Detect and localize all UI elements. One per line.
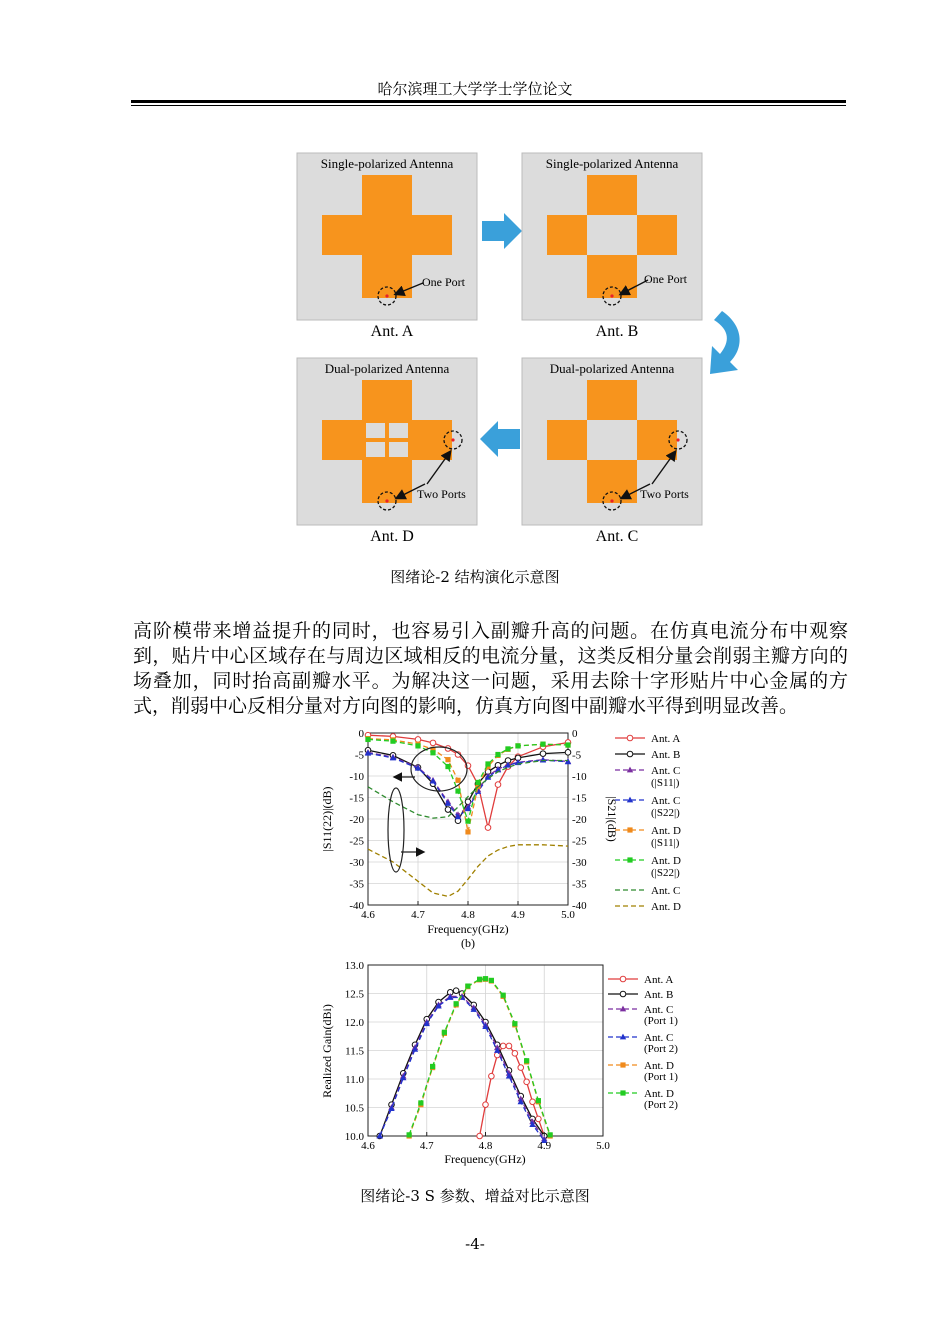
y-axis-label: Realized Gain(dBi) xyxy=(320,1004,334,1098)
legend-label: Ant. D xyxy=(651,901,681,913)
curved-arrow-icon xyxy=(710,311,740,374)
data-point xyxy=(548,1132,553,1137)
panel-ant-b xyxy=(522,153,702,340)
legend-sublabel: (Port 1) xyxy=(644,1015,678,1027)
data-point xyxy=(489,1073,495,1079)
body-paragraph: 高阶模带来增益提升的同时，也容易引入副瓣升高的问题。在仿真电流分布中观察到，贴片中心区域存在与周边区域相反的电流分量，这类反相分量会削弱主瓣方向的场叠加，同时抬高副瓣水平。为解决这一问题，采用去除十字形贴片中心金属的方式，削弱中心反相分量对方向图的影响，仿真方向图中副瓣水平得到明显改善。 xyxy=(133,620,848,717)
data-point xyxy=(485,825,491,831)
port-dot xyxy=(676,438,679,441)
data-point xyxy=(453,988,459,994)
data-point xyxy=(512,1021,517,1026)
data-point xyxy=(524,1079,530,1085)
data-point xyxy=(627,827,632,832)
data-point xyxy=(620,991,626,997)
x-tick-label: 4.6 xyxy=(361,1140,375,1152)
data-point xyxy=(475,780,480,785)
x-tick-label: 4.9 xyxy=(511,909,525,921)
structure-evolution-figure xyxy=(292,148,752,548)
data-point xyxy=(465,819,470,824)
x-tick-label: 5.0 xyxy=(561,909,575,921)
x-tick-label: 4.9 xyxy=(537,1140,552,1152)
data-point xyxy=(445,757,450,762)
data-point xyxy=(442,1030,447,1035)
data-point xyxy=(445,807,451,813)
legend-sublabel: (Port 2) xyxy=(644,1043,678,1055)
legend-label: Ant. D xyxy=(644,1060,674,1072)
data-point xyxy=(483,1102,489,1108)
x-tick-label: 4.6 xyxy=(361,909,375,921)
legend-label: Ant. A xyxy=(644,974,674,986)
legend-label: Ant. C xyxy=(644,1004,674,1016)
header-title: 哈尔滨理工大学学士学位论文 xyxy=(377,80,573,98)
port-label: One Port xyxy=(644,272,687,286)
data-point xyxy=(483,976,488,981)
legend-label: Ant. D xyxy=(651,855,681,867)
y2-tick-label: -30 xyxy=(572,857,587,869)
x-tick-label: 4.8 xyxy=(461,909,475,921)
y-tick-label: -5 xyxy=(354,749,364,762)
legend-label: Ant. C xyxy=(651,765,681,777)
port-label: One Port xyxy=(422,275,465,289)
y2-tick-label: -20 xyxy=(572,814,587,826)
data-point xyxy=(390,739,395,744)
x-axis-label: Frequency(GHz) xyxy=(444,1152,526,1166)
data-point xyxy=(465,983,470,988)
data-point xyxy=(505,746,510,751)
left-arrow-icon xyxy=(480,421,520,457)
y2-tick-label: 0 xyxy=(572,728,578,740)
legend-label: Ant. C xyxy=(651,885,681,897)
data-point xyxy=(530,1099,536,1105)
data-point xyxy=(500,1043,506,1049)
x-tick-label: 4.7 xyxy=(419,1140,434,1152)
y-axis-label: |S11(22)|(dB) xyxy=(320,786,334,852)
data-point xyxy=(515,743,520,748)
data-point xyxy=(415,743,420,748)
data-point xyxy=(407,1132,412,1137)
data-point xyxy=(620,1090,625,1095)
page-number: -4- xyxy=(465,1235,485,1253)
x-tick-label: 4.8 xyxy=(478,1140,493,1152)
antenna-label: Ant. B xyxy=(595,323,639,340)
realized-gain-chart xyxy=(315,955,700,1170)
y-tick-label: 10.5 xyxy=(344,1102,364,1115)
y-tick-label: 11.0 xyxy=(345,1074,364,1086)
data-point xyxy=(620,1062,625,1067)
legend-label: Ant. C xyxy=(644,1032,674,1044)
y-tick-label: -20 xyxy=(349,814,364,826)
chart-subtitle: (b) xyxy=(461,936,475,950)
port-dot xyxy=(451,438,454,441)
data-point xyxy=(485,761,490,766)
y-tick-label: -10 xyxy=(349,771,364,783)
panel-title: Single-polarized Antenna xyxy=(545,156,679,171)
data-point xyxy=(501,993,506,998)
data-point xyxy=(627,735,633,741)
data-point xyxy=(415,737,421,743)
data-point xyxy=(454,1001,459,1006)
legend-label: Ant. B xyxy=(644,989,674,1001)
data-point xyxy=(489,978,494,983)
y-tick-label: -40 xyxy=(349,900,364,912)
y2-tick-label: -15 xyxy=(572,792,587,805)
antenna-label: Ant. C xyxy=(595,528,639,545)
data-point xyxy=(455,788,460,793)
antenna-label: Ant. D xyxy=(370,528,414,545)
data-point xyxy=(495,752,500,757)
antenna-label: Ant. A xyxy=(370,323,414,340)
x-tick-label: 5.0 xyxy=(596,1140,610,1152)
legend-label: Ant. C xyxy=(651,795,681,807)
legend-sublabel: (|S11|) xyxy=(651,777,680,789)
panel-title: Dual-polarized Antenna xyxy=(549,361,675,376)
y2-axis-label: |S21|(dB) xyxy=(605,796,619,842)
panel-ant-a xyxy=(297,153,477,340)
panel-title: Dual-polarized Antenna xyxy=(324,361,450,376)
legend-sublabel: (Port 1) xyxy=(644,1071,678,1083)
data-point xyxy=(477,1133,483,1139)
legend-label: Ant. D xyxy=(644,1088,674,1100)
port-dot xyxy=(385,499,388,502)
data-point xyxy=(430,1064,435,1069)
data-point xyxy=(536,1098,541,1103)
right-arrow-icon xyxy=(482,213,522,249)
port-dot xyxy=(610,499,613,502)
port-label: Two Ports xyxy=(640,487,689,501)
x-axis-label: Frequency(GHz) xyxy=(427,922,509,936)
data-point xyxy=(524,1058,529,1063)
data-point xyxy=(506,1043,512,1049)
y-tick-label: 10.0 xyxy=(344,1131,364,1143)
data-point xyxy=(430,740,436,746)
data-point xyxy=(430,750,435,755)
y2-tick-label: -5 xyxy=(572,749,582,762)
port-dot xyxy=(610,294,613,297)
y2-tick-label: -25 xyxy=(572,835,587,848)
data-point xyxy=(512,1051,518,1057)
data-point xyxy=(518,1065,524,1071)
data-point xyxy=(627,857,632,862)
legend-sublabel: (|S22|) xyxy=(651,807,680,819)
y2-tick-label: -35 xyxy=(572,878,587,891)
data-point xyxy=(627,751,633,757)
header-rule-thin xyxy=(131,105,846,106)
data-point xyxy=(365,737,370,742)
data-point xyxy=(540,751,546,757)
figure-caption: 图绪论-3 S 参数、增益对比示意图 xyxy=(360,1187,590,1205)
legend-label: Ant. B xyxy=(651,749,681,761)
data-point xyxy=(465,829,470,834)
header-rule xyxy=(131,100,846,103)
data-point xyxy=(536,1116,542,1122)
y-tick-label: 0 xyxy=(358,728,364,740)
legend-sublabel: (|S11|) xyxy=(651,837,680,849)
y-tick-label: 12.5 xyxy=(344,988,364,1001)
y-tick-label: -30 xyxy=(349,857,364,869)
data-point xyxy=(494,1052,500,1058)
legend-sublabel: (|S22|) xyxy=(651,867,680,879)
data-point xyxy=(418,1100,423,1105)
data-point xyxy=(565,750,571,756)
legend-label: Ant. A xyxy=(651,733,681,745)
data-point xyxy=(540,742,545,747)
y2-tick-label: -10 xyxy=(572,771,587,783)
data-point xyxy=(495,782,501,788)
y-tick-label: -15 xyxy=(349,792,364,805)
panel-title: Single-polarized Antenna xyxy=(320,156,454,171)
panel-ant-c xyxy=(522,358,702,545)
y-tick-label: 13.0 xyxy=(344,960,364,972)
data-point xyxy=(455,778,460,783)
figure-caption: 图绪论-2 结构演化示意图 xyxy=(390,568,560,586)
panel-ant-d xyxy=(297,358,477,545)
data-point xyxy=(565,758,571,764)
y-tick-label: 12.0 xyxy=(344,1017,364,1029)
y-tick-label: -35 xyxy=(349,878,364,891)
port-label: Two Ports xyxy=(417,487,466,501)
s-parameter-chart xyxy=(315,722,700,952)
data-point xyxy=(477,977,482,982)
data-point xyxy=(445,764,450,769)
x-tick-label: 4.7 xyxy=(411,909,425,921)
legend-label: Ant. D xyxy=(651,825,681,837)
data-point xyxy=(620,976,626,982)
y2-tick-label: -40 xyxy=(572,900,587,912)
port-dot xyxy=(385,294,388,297)
y-tick-label: 11.5 xyxy=(345,1045,364,1058)
legend-sublabel: (Port 2) xyxy=(644,1099,678,1111)
data-point xyxy=(565,742,570,747)
y-tick-label: -25 xyxy=(349,835,364,848)
